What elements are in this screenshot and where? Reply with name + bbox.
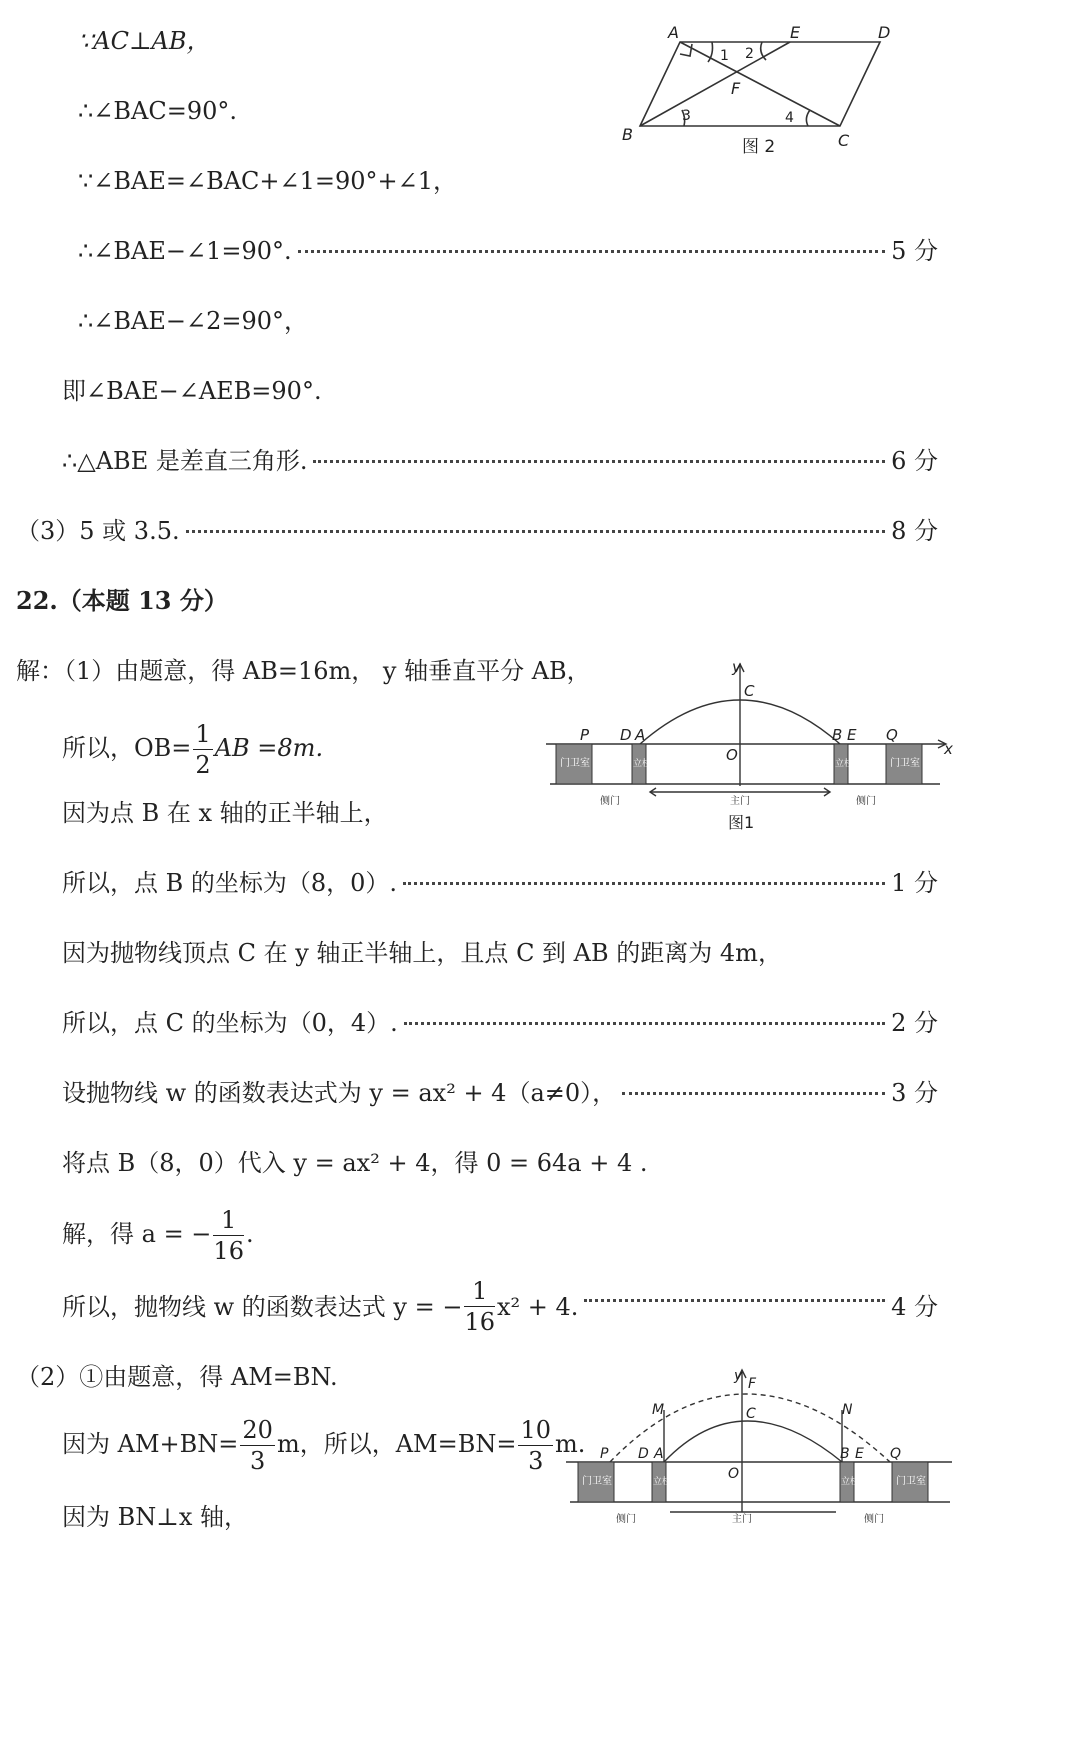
- solution-line-1: 解：（1）由题意，得 AB=16m， y 轴垂直平分 AB，: [16, 657, 591, 685]
- angle-3: 3: [682, 108, 691, 124]
- figure-1-gate-diagram: [540, 656, 960, 836]
- fraction-denominator: 16: [213, 1237, 244, 1265]
- point-q-label: Q: [886, 726, 898, 744]
- fraction-denominator: 2: [195, 751, 211, 779]
- fraction-half: [193, 719, 212, 780]
- sum-text: 因为 AM+BN=: [62, 1430, 239, 1458]
- fraction-1-16: [213, 1205, 244, 1266]
- axis-x-label: x: [944, 740, 953, 758]
- side-gate-right: 侧门: [856, 796, 876, 807]
- solution-line-6: [62, 1006, 938, 1040]
- point-b-label: B: [832, 726, 843, 744]
- solution-line-3: 因为点 B 在 x 轴的正半轴上，: [62, 799, 388, 827]
- point-m-label: M: [652, 1402, 665, 1418]
- solution-line-13: 因为 BN⊥x 轴，: [62, 1503, 248, 1531]
- solution-line-10: [62, 1276, 938, 1337]
- side-gate-left: 侧门: [600, 796, 620, 807]
- equal-text: m，所以，AM=BN=: [276, 1430, 517, 1458]
- label-f: F: [731, 79, 741, 98]
- step-line-6: 即∠BAE−∠AEB=90°.: [62, 377, 322, 405]
- label-b: B: [622, 125, 633, 144]
- point-p-label: P: [600, 1446, 609, 1462]
- score-8: 8 分: [891, 517, 938, 545]
- step-line-4: [78, 234, 938, 268]
- leader-dots: [584, 1299, 885, 1302]
- point-c-label: C: [746, 1406, 756, 1422]
- score-4: 4 分: [891, 1292, 938, 1321]
- solution-line-7-text: 设抛物线 w 的函数表达式为 y = ax² + 4（a≠0），: [62, 1079, 617, 1107]
- leader-dots: [313, 460, 885, 463]
- point-d-label: D: [620, 726, 632, 744]
- point-n-label: N: [842, 1402, 853, 1418]
- figure-2-caption: 图 2: [742, 137, 776, 157]
- solution-line-9: [62, 1204, 254, 1266]
- function-text: 所以，抛物线 w 的函数表达式 y = −: [62, 1292, 463, 1321]
- leader-dots: [186, 530, 886, 533]
- solution-line-4-text: 所以，点 B 的坐标为（8，0）.: [62, 869, 398, 897]
- solution-line-5: 因为抛物线顶点 C 在 y 轴正半轴上，且点 C 到 AB 的距离为 4m，: [62, 939, 782, 967]
- point-q-label: Q: [890, 1446, 902, 1462]
- point-a-label: A: [654, 1446, 664, 1462]
- leader-dots: [298, 250, 885, 253]
- point-f-label: F: [748, 1376, 757, 1392]
- score-3: 3 分: [891, 1079, 938, 1107]
- step-line-7: [62, 444, 938, 478]
- pillar-left: 立柱: [633, 759, 652, 769]
- leader-dots: [403, 882, 885, 885]
- question-22-heading: 22.（本题 13 分）: [16, 586, 228, 615]
- period: .: [245, 1220, 254, 1248]
- fraction-denominator: 3: [250, 1447, 266, 1475]
- angle-2: 2: [745, 46, 754, 62]
- fraction-denominator: 3: [528, 1447, 544, 1475]
- point-a-label: A: [635, 726, 646, 744]
- leader-dots: [404, 1022, 885, 1025]
- fraction-20-3: [240, 1415, 275, 1476]
- solve-a-text: 解，得 a = −: [62, 1220, 212, 1248]
- axis-y-label: y: [734, 1368, 743, 1384]
- solution-line-6-text: 所以，点 C 的坐标为（0，4）.: [62, 1009, 398, 1037]
- fraction-numerator: 20: [242, 1416, 273, 1444]
- side-gate-left: 侧门: [616, 1514, 636, 1525]
- unit-m: m.: [555, 1430, 586, 1458]
- guard-room-right: 门卫室: [890, 758, 920, 769]
- point-e-label: E: [855, 1446, 864, 1462]
- main-gate-label: 主门: [732, 1514, 752, 1525]
- guard-room-left: 门卫室: [582, 1476, 612, 1487]
- step-line-3: ∵∠BAE=∠BAC+∠1=90°+∠1，: [78, 167, 458, 195]
- point-d-label: D: [638, 1446, 649, 1462]
- main-gate-label: 主门: [730, 796, 750, 807]
- solution-line-2: [62, 718, 323, 780]
- score-2: 2 分: [891, 1009, 938, 1037]
- fraction-denominator: 16: [464, 1308, 496, 1336]
- step-line-8: [16, 514, 938, 548]
- point-p-label: P: [580, 726, 590, 744]
- label-a: A: [668, 23, 679, 42]
- label-c: C: [838, 131, 850, 150]
- solution-line-4: [62, 866, 938, 900]
- point-o-label: O: [728, 1466, 740, 1482]
- solution-line-12: [62, 1414, 585, 1476]
- solution-line-8: 将点 B（8，0）代入 y = ax² + 4，得 0 = 64a + 4 .: [62, 1149, 648, 1177]
- step-line-2: ∴∠BAC=90°.: [78, 97, 237, 125]
- leader-dots: [622, 1092, 885, 1095]
- ab-text: AB =8m.: [214, 734, 324, 762]
- fraction-numerator: 1: [213, 1205, 244, 1236]
- step-line-1: ∵AC⊥AB，: [78, 27, 211, 55]
- fraction-numerator: 1: [464, 1276, 495, 1307]
- guard-room-left: 门卫室: [560, 758, 590, 769]
- fraction-numerator: 10: [520, 1416, 552, 1444]
- figure-1-caption: 图1: [728, 813, 755, 832]
- solution-line-7: [62, 1076, 938, 1110]
- point-b-label: B: [840, 1446, 850, 1462]
- function-tail: x² + 4.: [497, 1292, 579, 1321]
- point-o-label: O: [726, 746, 738, 764]
- label-d: D: [878, 23, 891, 42]
- figure-3-gate-diagram: [560, 1362, 960, 1552]
- step-line-5: ∴∠BAE−∠2=90°，: [78, 307, 309, 335]
- point-e-label: E: [847, 726, 857, 744]
- solution-line-11: （2）①由题意，得 AM=BN.: [16, 1363, 338, 1391]
- angle-1: 1: [720, 48, 729, 64]
- label-e: E: [790, 23, 801, 42]
- angle-4: 4: [785, 110, 794, 126]
- fraction-numerator: 1: [195, 720, 211, 748]
- axis-y-label: y: [732, 658, 741, 676]
- step-line-4-text: ∴∠BAE−∠1=90°.: [78, 237, 292, 265]
- side-gate-right: 侧门: [864, 1514, 884, 1525]
- ob-text: 所以，OB=: [62, 734, 192, 762]
- score-6: 6 分: [891, 447, 938, 475]
- fraction-1-16-b: [464, 1276, 495, 1337]
- guard-room-right: 门卫室: [896, 1476, 926, 1487]
- score-5: 5 分: [891, 237, 938, 265]
- step-line-8-text: （3）5 或 3.5.: [16, 517, 180, 545]
- fraction-10-3: [518, 1415, 553, 1476]
- score-1: 1 分: [891, 869, 938, 897]
- pillar-right: 立柱: [841, 1477, 860, 1487]
- pillar-left: 立柱: [653, 1477, 672, 1487]
- step-line-7-text: ∴△ABE 是差直三角形.: [62, 447, 308, 475]
- point-c-label: C: [744, 682, 755, 700]
- pillar-right: 立柱: [835, 759, 854, 769]
- figure-2-parallelogram: [600, 10, 920, 170]
